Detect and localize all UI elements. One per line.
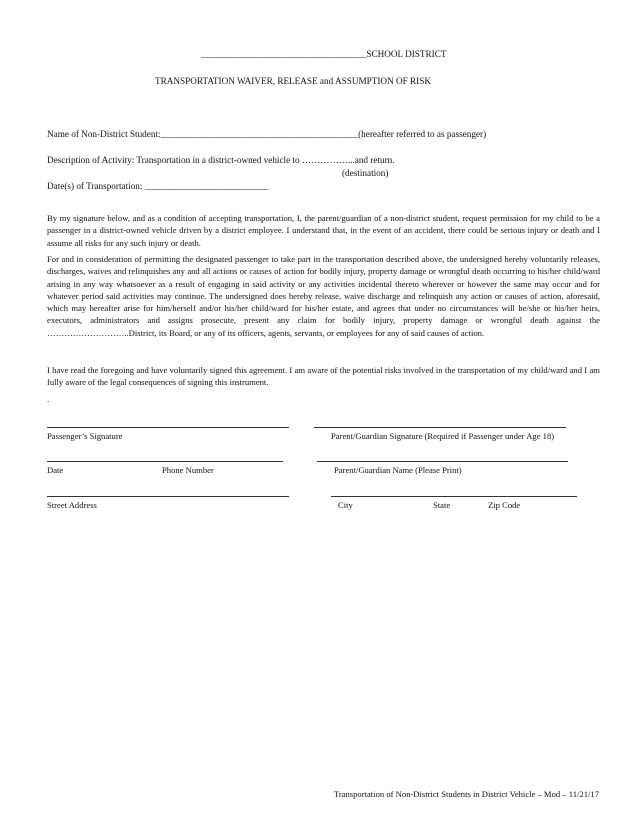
form-title: TRANSPORTATION WAIVER, RELEASE and ASSUMPTION OF RISK	[155, 76, 431, 86]
guardian-name-line[interactable]	[317, 461, 568, 462]
district-line	[201, 49, 446, 59]
city-state-zip-line[interactable]	[331, 496, 577, 497]
guardian-name-label: Parent/Guardian Name (Please Print)	[334, 465, 462, 475]
district-blank: ____________________________________	[201, 49, 367, 59]
activity-description: Description of Activity: Transportation in a district-owned vehicle to ……………...and return.	[47, 155, 395, 165]
dates-blank[interactable]: ___________________________	[144, 181, 269, 191]
dates-label: Date(s) of Transportation:	[47, 181, 143, 191]
phone-label: Phone Number	[162, 465, 214, 475]
zip-code-label: Zip Code	[488, 500, 521, 510]
city-label: City	[338, 500, 353, 510]
guardian-signature-line[interactable]	[314, 427, 566, 428]
guardian-signature-label: Parent/Guardian Signature (Required if Passenger under Age 18)	[331, 431, 555, 441]
street-address-label: Street Address	[47, 500, 97, 510]
street-address-line[interactable]	[47, 496, 289, 497]
student-name-line	[47, 129, 486, 139]
date-phone-line[interactable]	[47, 461, 283, 462]
passenger-signature-label: Passenger’s Signature	[47, 431, 123, 441]
consent-paragraph: By my signature below, and as a condition of accepting transportation, I, the parent/guardian of a non-district student, request permission for my child to be a passenger in a district-owned vehicle driven by a district employee. I understand that, in the event of an accident, there could be serious injury or death and I assume all risks for any such injury or death.	[47, 213, 600, 248]
destination-caption: (destination)	[342, 168, 389, 178]
transport-dates-line	[47, 181, 269, 191]
stray-dot: .	[47, 394, 50, 404]
passenger-signature-line[interactable]	[47, 427, 289, 428]
student-label: Name of Non-District Student:	[47, 129, 161, 139]
release-paragraph: For and in consideration of permitting the designated passenger to take part in the transportation described above, the undersigned hereby voluntarily releases, discharges, waives and relinquishes any and all actions or causes of action for bodily injury, property damage or wrongful death occurring to his/her child/ward arising in any way whatsoever as a result of engaging in said activity or any activities incidental thereto wherever or however the same may occur and for whatever period said activities may continue. The undersigned does hereby release, waive discharge and relinquish any action or causes of action, aforesaid, which may hereafter arise for him/herself and/or his/her child/ward for his/her estate, and agrees that under no circumstances will he/she or his/her heirs, executors, administrators and assigns prosecute, present any claim for bodily injury, property damage or wrongful death against the ………………………..District, its Board, or any of its officers, agents, servants, or employees for any of said causes of action.	[47, 254, 600, 338]
date-label: Date	[47, 465, 64, 475]
student-blank[interactable]: ___________________________________________	[160, 129, 359, 139]
state-label: State	[433, 500, 451, 510]
student-note: (hereafter referred to as passenger)	[358, 129, 487, 139]
page-footer: Transportation of Non-District Students in District Vehicle – Mod – 11/21/17	[333, 789, 599, 799]
district-label: SCHOOL DISTRICT	[366, 49, 447, 59]
acknowledgement-paragraph: I have read the foregoing and have voluntarily signed this agreement. I am aware of the potential risks involved in the transportation of my child/ward and I am fully aware of the legal consequences of signing this instrument.	[47, 365, 600, 388]
